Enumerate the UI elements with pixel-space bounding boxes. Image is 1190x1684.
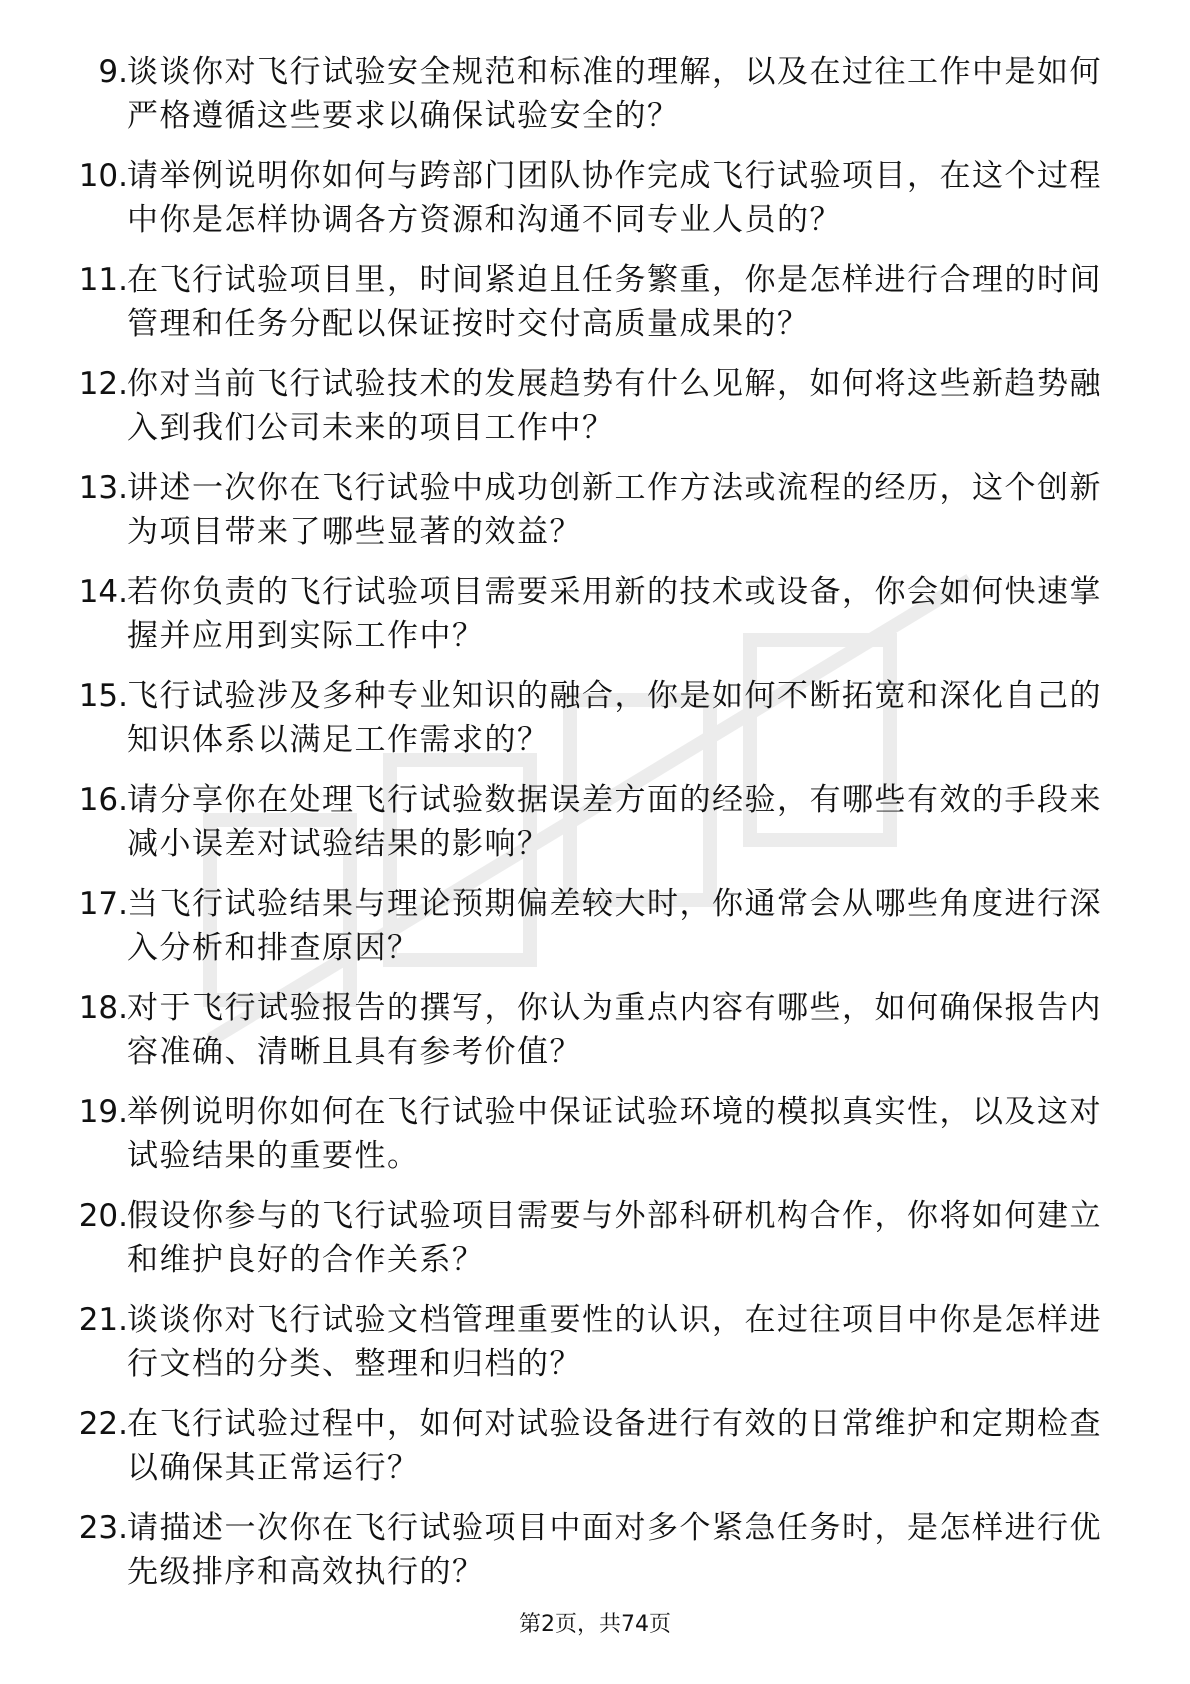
question-item (0, 258, 1190, 362)
question-item (0, 1298, 1190, 1402)
question-text: 请描述一次你在飞行试验项目中面对多个紧急任务时，是怎样进行优先级排序和高效执行的？ (127, 1510, 1102, 1590)
question-text: 请举例说明你如何与跨部门团队协作完成飞行试验项目，在这个过程中你是怎样协调各方资源和沟通不同专业人员的？ (127, 158, 1102, 238)
question-item (0, 154, 1190, 258)
question-item (0, 466, 1190, 570)
question-text: 对于飞行试验报告的撰写，你认为重点内容有哪些，如何确保报告内容准确、清晰且具有参考价值？ (127, 990, 1102, 1070)
question-text: 当飞行试验结果与理论预期偏差较大时，你通常会从哪些角度进行深入分析和排查原因？ (127, 886, 1102, 966)
question-number: 15. (78, 678, 128, 714)
question-number: 14. (78, 574, 128, 610)
question-text: 在飞行试验项目里，时间紧迫且任务繁重，你是怎样进行合理的时间管理和任务分配以保证按时交付高质量成果的？ (127, 262, 1102, 342)
question-text: 在飞行试验过程中，如何对试验设备进行有效的日常维护和定期检查以确保其正常运行？ (127, 1406, 1102, 1486)
question-item (0, 1194, 1190, 1298)
question-text: 假设你参与的飞行试验项目需要与外部科研机构合作，你将如何建立和维护良好的合作关系？ (127, 1198, 1102, 1278)
question-number: 23. (78, 1510, 128, 1546)
question-number: 19. (78, 1094, 128, 1130)
question-text: 谈谈你对飞行试验安全规范和标准的理解，以及在过往工作中是如何严格遵循这些要求以确保试验安全的？ (127, 54, 1102, 134)
page-footer (0, 1610, 1190, 1640)
question-list (0, 50, 1190, 1610)
question-text: 讲述一次你在飞行试验中成功创新工作方法或流程的经历，这个创新为项目带来了哪些显著的效益？ (127, 470, 1102, 550)
question-item (0, 570, 1190, 674)
question-number: 22. (78, 1406, 128, 1442)
question-number: 16. (78, 782, 128, 818)
question-text: 飞行试验涉及多种专业知识的融合，你是如何不断拓宽和深化自己的知识体系以满足工作需求的？ (127, 678, 1102, 758)
question-number: 10. (78, 158, 128, 194)
question-number: 18. (78, 990, 128, 1026)
question-text: 若你负责的飞行试验项目需要采用新的技术或设备，你会如何快速掌握并应用到实际工作中？ (127, 574, 1102, 654)
question-text: 你对当前飞行试验技术的发展趋势有什么见解，如何将这些新趋势融入到我们公司未来的项目工作中？ (127, 366, 1102, 446)
question-item (0, 1402, 1190, 1506)
question-text: 谈谈你对飞行试验文档管理重要性的认识，在过往项目中你是怎样进行文档的分类、整理和归档的？ (127, 1302, 1102, 1382)
question-item (0, 986, 1190, 1090)
question-number: 17. (78, 886, 128, 922)
question-text: 请分享你在处理飞行试验数据误差方面的经验，有哪些有效的手段来减小误差对试验结果的影响？ (127, 782, 1102, 862)
question-item (0, 674, 1190, 778)
page-number: 第2页，共74页 (519, 1612, 671, 1637)
question-item (0, 50, 1190, 154)
question-number: 20. (78, 1198, 128, 1234)
question-item (0, 362, 1190, 466)
question-number: 11. (78, 262, 128, 298)
question-item (0, 1506, 1190, 1610)
question-number: 13. (78, 470, 128, 506)
question-number: 12. (78, 366, 128, 402)
question-item (0, 882, 1190, 986)
question-number: 21. (78, 1302, 128, 1338)
question-item (0, 1090, 1190, 1194)
question-text: 举例说明你如何在飞行试验中保证试验环境的模拟真实性，以及这对试验结果的重要性。 (127, 1094, 1102, 1174)
question-item (0, 778, 1190, 882)
question-number: 9. (98, 54, 128, 90)
